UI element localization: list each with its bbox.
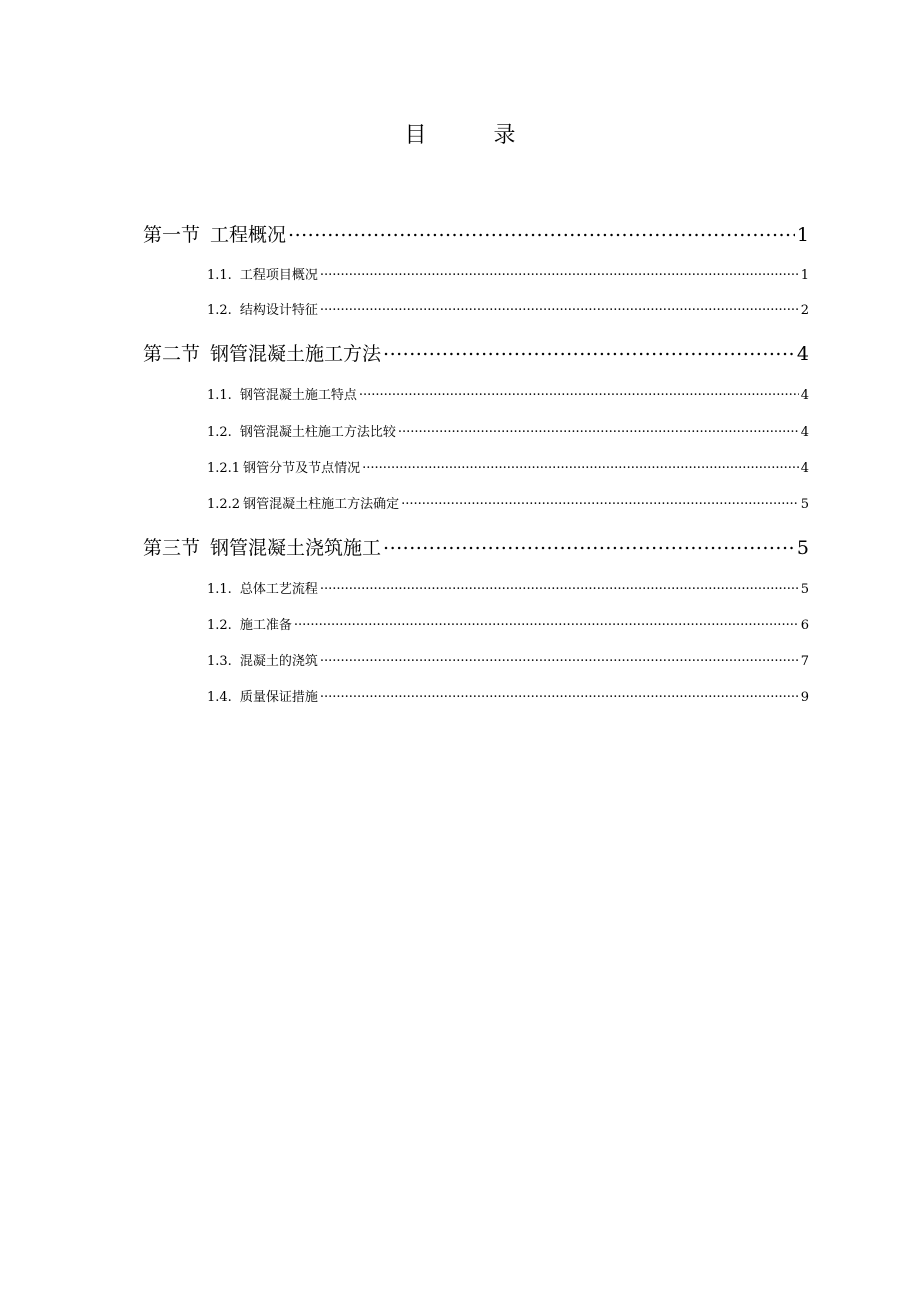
toc-entry-text: 钢管分节及节点情况 <box>243 461 361 476</box>
toc-dot-leader <box>288 222 795 241</box>
toc-dot-leader <box>320 688 799 701</box>
toc-entry-section-1[interactable] <box>143 220 809 247</box>
toc-dot-leader <box>401 495 799 508</box>
toc-entry-3-1[interactable] <box>207 578 809 597</box>
toc-entry-text: 工程概况 <box>210 224 287 246</box>
toc-page-number: 5 <box>800 497 809 512</box>
toc-page-number: 4 <box>800 425 809 440</box>
toc-dot-leader <box>398 423 799 436</box>
toc-entry-number: 1.2.2 <box>207 497 241 512</box>
toc-entry-text: 钢管混凝土柱施工方法确定 <box>243 497 400 512</box>
toc-entry-section-2[interactable] <box>143 339 809 366</box>
toc-entry-number: 1.1. <box>207 582 232 597</box>
toc-entry-number: 1.2. <box>207 425 232 440</box>
toc-entry-number: 1.3. <box>207 654 232 669</box>
toc-page-number: 7 <box>800 654 809 669</box>
toc-entry-number: 1.2.1 <box>207 461 241 476</box>
toc-entry-1-1[interactable] <box>207 264 809 283</box>
toc-entry-3-2[interactable] <box>207 614 809 633</box>
toc-entry-2-2-1[interactable] <box>207 457 809 476</box>
toc-page-number: 4 <box>800 461 809 476</box>
toc-dot-leader <box>294 616 799 629</box>
toc-entry-2-2[interactable] <box>207 421 809 440</box>
toc-entry-1-2[interactable] <box>207 299 809 318</box>
toc-entry-section-3[interactable] <box>143 533 809 560</box>
toc-page-number: 1 <box>800 268 809 283</box>
toc-dot-leader <box>383 535 795 554</box>
toc-entry-text: 混凝土的浇筑 <box>239 654 318 669</box>
toc-dot-leader <box>320 652 799 665</box>
toc-entry-number: 第一节 <box>143 224 201 246</box>
toc-entry-text: 钢管混凝土施工特点 <box>239 388 357 403</box>
toc-page-number: 6 <box>800 618 809 633</box>
toc-dot-leader <box>320 266 799 279</box>
toc-entry-number: 1.1. <box>207 268 232 283</box>
toc-entry-text: 钢管混凝土施工方法 <box>210 343 382 365</box>
toc-entry-text: 施工准备 <box>239 618 292 633</box>
toc-entry-number: 1.2. <box>207 618 232 633</box>
toc-entry-2-1[interactable] <box>207 384 809 403</box>
toc-entry-number: 1.2. <box>207 303 232 318</box>
toc-entry-2-2-2[interactable] <box>207 493 809 512</box>
toc-entry-number: 第二节 <box>143 343 201 365</box>
toc-entry-number: 1.1. <box>207 388 232 403</box>
toc-dot-leader <box>359 386 799 399</box>
toc-dot-leader <box>383 341 795 360</box>
toc-dot-leader <box>320 301 799 314</box>
toc-entry-text: 质量保证措施 <box>239 690 318 705</box>
toc-entry-3-4[interactable] <box>207 686 809 705</box>
toc-page-number: 4 <box>796 343 809 365</box>
toc-entry-number: 第三节 <box>143 537 201 559</box>
toc-dot-leader <box>362 459 799 472</box>
toc-page-number: 2 <box>800 303 809 318</box>
toc-page-number: 5 <box>800 582 809 597</box>
toc-entry-text: 结构设计特征 <box>239 303 318 318</box>
toc-entry-text: 总体工艺流程 <box>239 582 318 597</box>
toc-page-number: 9 <box>800 690 809 705</box>
toc-dot-leader <box>320 580 799 593</box>
toc-title: 目 录 <box>404 123 546 148</box>
toc-page-number: 4 <box>800 388 809 403</box>
toc-entry-text: 钢管混凝土柱施工方法比较 <box>239 425 396 440</box>
toc-entry-text: 钢管混凝土浇筑施工 <box>210 537 382 559</box>
toc-page-number: 1 <box>796 224 809 246</box>
toc-page-number: 5 <box>796 537 809 559</box>
toc-entry-text: 工程项目概况 <box>239 268 318 283</box>
toc-entry-number: 1.4. <box>207 690 232 705</box>
toc-entry-3-3[interactable] <box>207 650 809 669</box>
